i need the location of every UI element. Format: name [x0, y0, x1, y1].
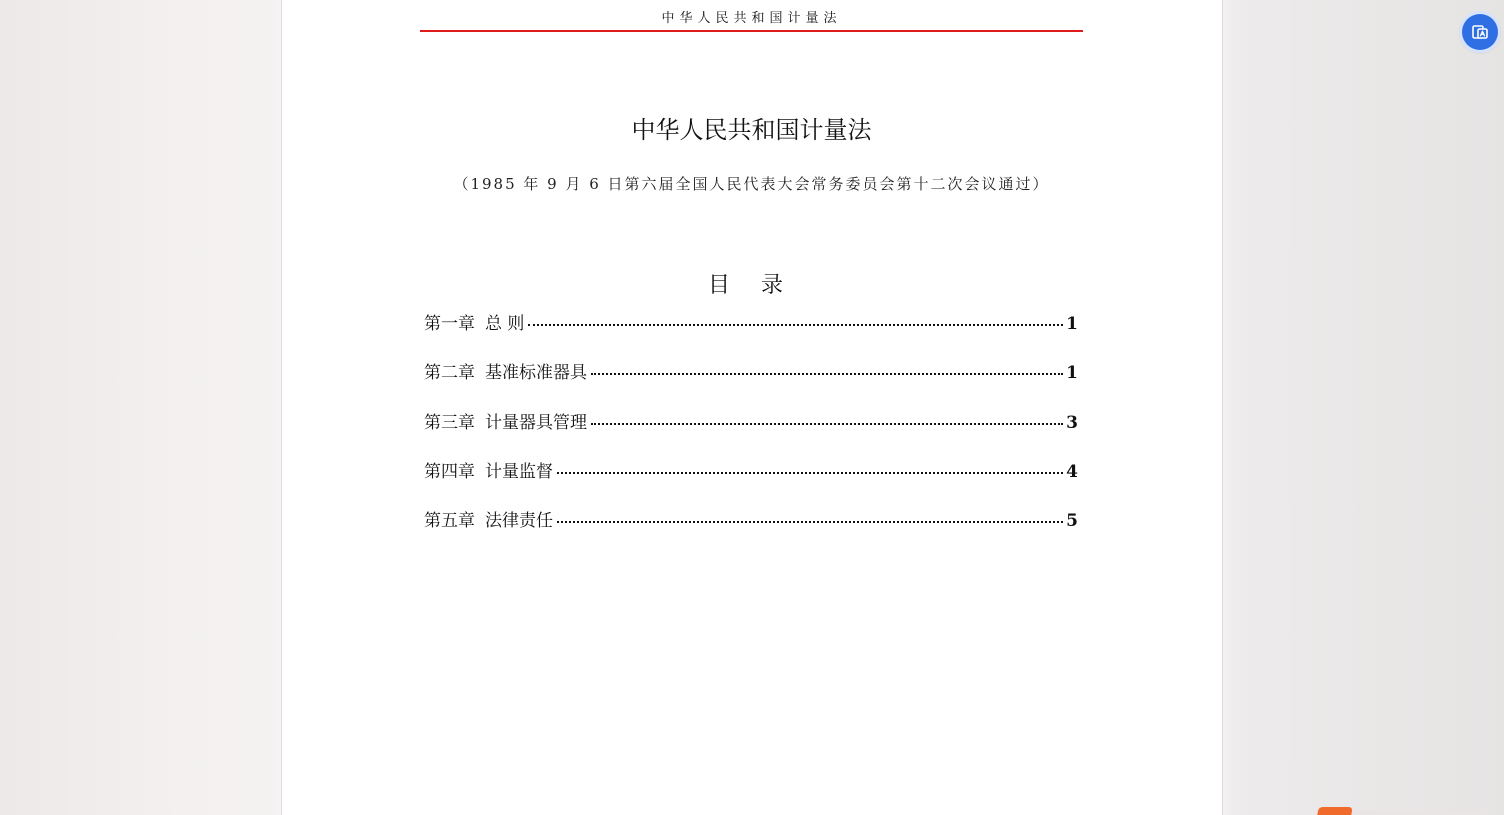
toc-chapter-label: 第五章: [424, 511, 475, 532]
toc-item-chapter-1[interactable]: [424, 309, 1078, 358]
toc-item-chapter-3[interactable]: [424, 408, 1078, 457]
document-subtitle: （1985 年 9 月 6 日第六届全国人民代表大会常务委员会第十二次会议通过）: [453, 175, 1050, 193]
toc-page-number: 1: [1066, 363, 1078, 384]
toc-chapter-label: 第一章: [424, 314, 475, 334]
toc-dot-leader: [528, 324, 1063, 326]
toc-chapter-label: 第二章: [424, 363, 475, 384]
running-header: 中华人民共和国计量法: [661, 11, 842, 26]
translate-document-icon: [1471, 23, 1489, 41]
toc-chapter-title: 计量监督: [485, 461, 553, 482]
toc-chapter-label: 第三章: [424, 412, 475, 433]
table-of-contents: [424, 309, 1078, 555]
corner-tab[interactable]: [1317, 807, 1352, 815]
document-title: 中华人民共和国计量法: [631, 116, 872, 144]
toc-chapter-title: 总 则: [485, 314, 525, 334]
toc-page-number: 4: [1066, 461, 1078, 482]
toc-item-chapter-4[interactable]: [424, 457, 1078, 506]
toc-item-chapter-5[interactable]: [424, 506, 1078, 555]
toc-page-number: 3: [1066, 412, 1078, 433]
toc-dot-leader: [557, 472, 1063, 474]
toc-page-number: 5: [1066, 511, 1078, 532]
toc-dot-leader: [557, 521, 1063, 523]
toc-chapter-title: 计量器具管理: [485, 412, 587, 433]
toc-heading: 目 录: [708, 273, 795, 298]
toc-chapter-title: 基准标准器具: [485, 363, 587, 384]
toc-item-chapter-2[interactable]: [424, 358, 1078, 407]
bottom-edge-strip: [1352, 810, 1482, 815]
toc-page-number: 1: [1066, 314, 1078, 334]
translate-floating-button[interactable]: [1462, 14, 1498, 50]
toc-dot-leader: [591, 423, 1063, 425]
toc-chapter-label: 第四章: [424, 461, 475, 482]
toc-chapter-title: 法律责任: [485, 511, 553, 532]
toc-dot-leader: [591, 373, 1063, 375]
header-rule: [420, 30, 1083, 32]
